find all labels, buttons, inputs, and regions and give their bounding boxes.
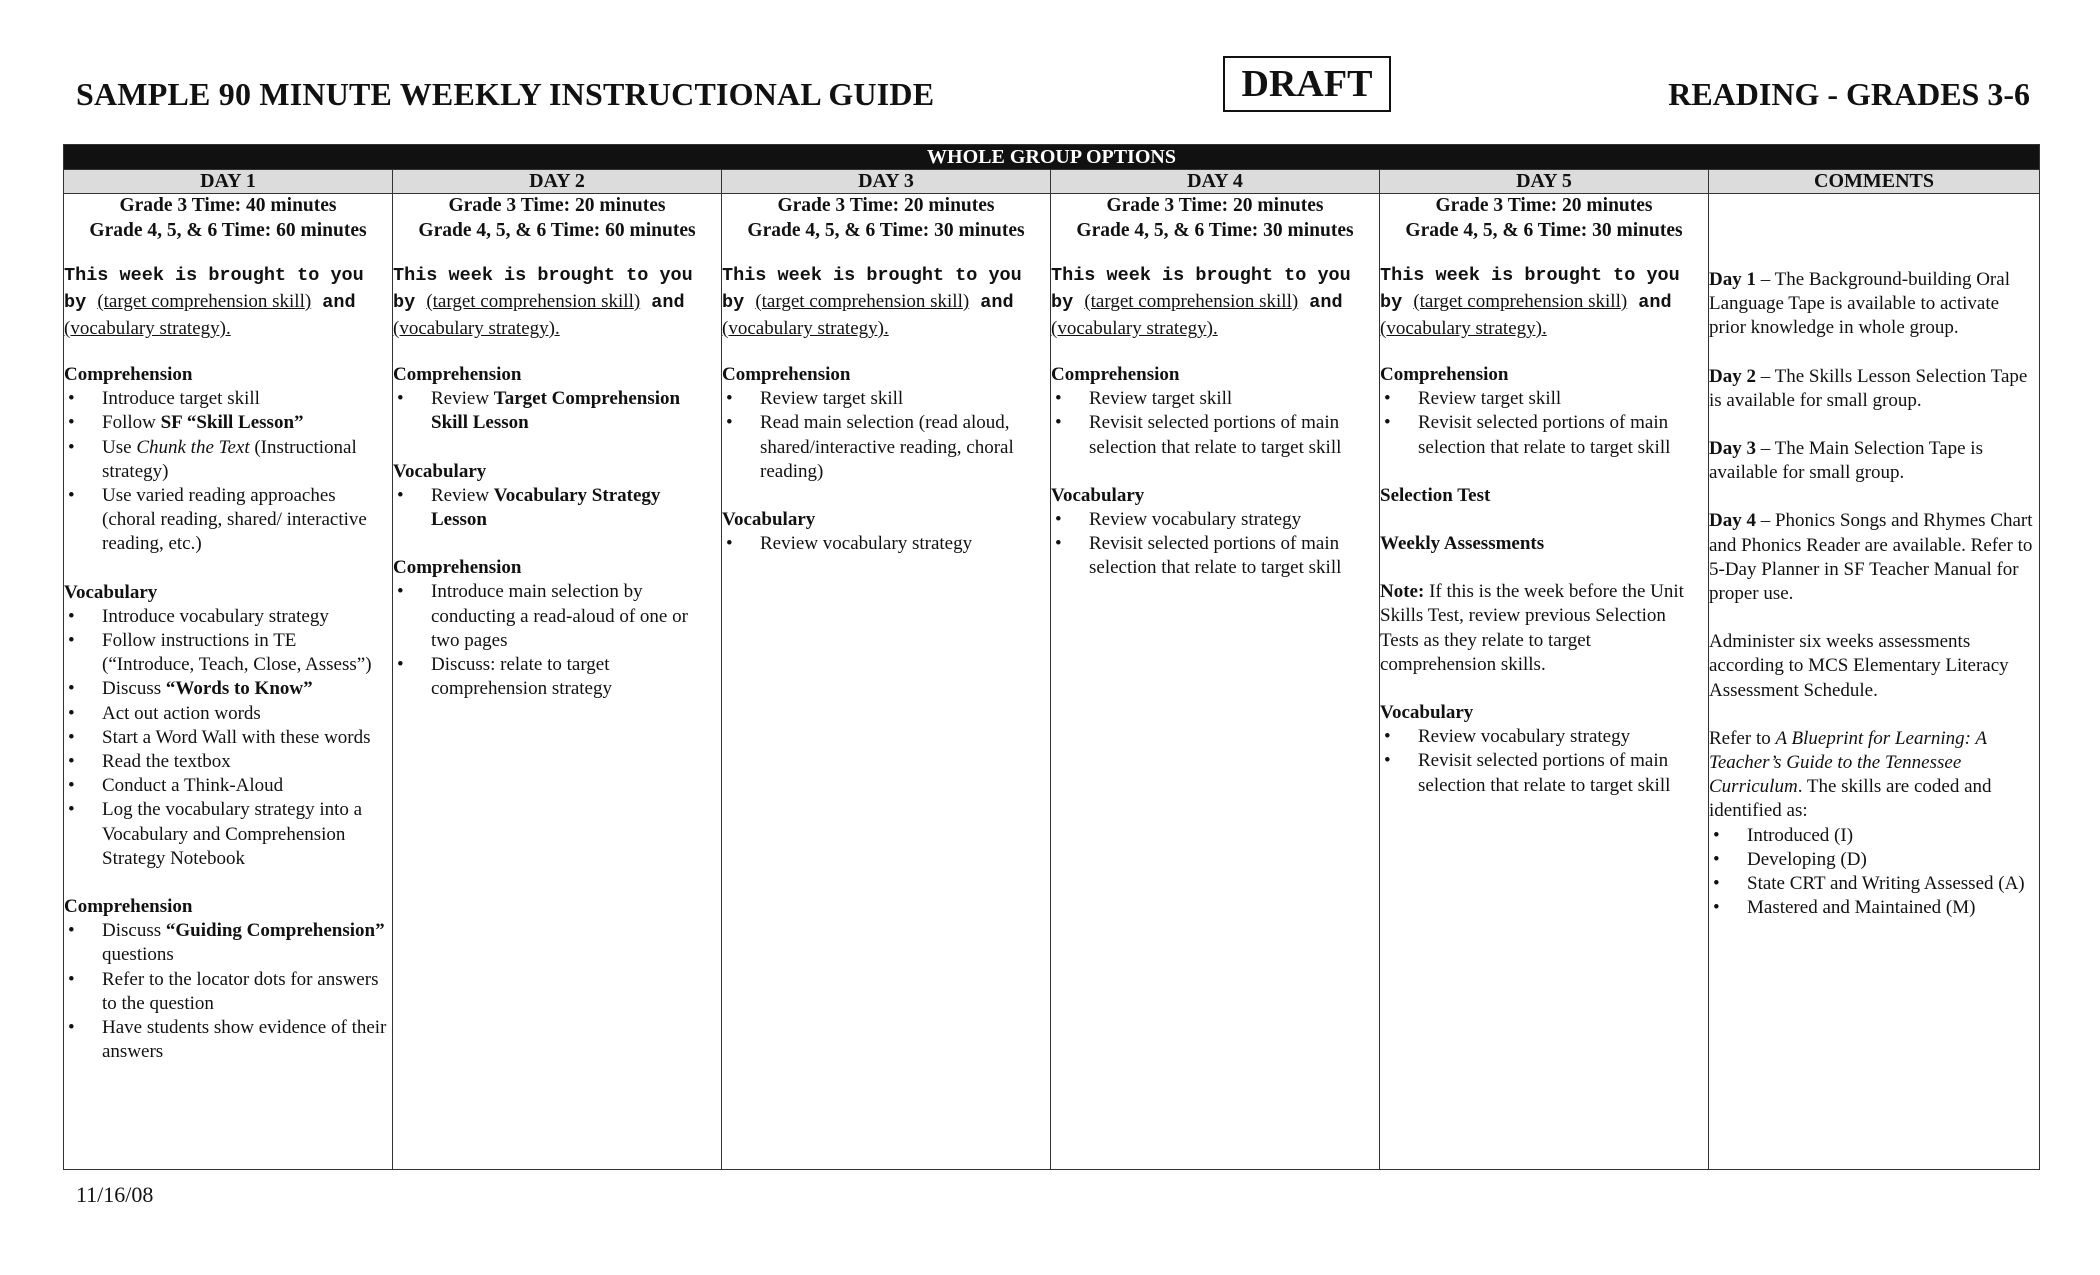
list-item: • Revisit selected portions of main selection that relate to target skill [1089, 532, 1379, 580]
list-item: • Revisit selected portions of main selection that relate to target skill [1418, 749, 1708, 797]
comment-administer: Administer six weeks assessments according to MCS Elementary Literacy Assessment Schedule. [1709, 631, 2009, 701]
subject-title: READING - GRADES 3-6 [1668, 76, 2030, 112]
time-allocation: Grade 3 Time: 20 minutes Grade 4, 5, & 6 Time: 30 minutes [1076, 195, 1354, 241]
list-item: • Review vocabulary strategy [1089, 508, 1379, 532]
comment-day-2: Day 2 – The Skills Lesson Selection Tape is available for small group. [1709, 365, 2028, 411]
footer-date: 11/16/08 [76, 1182, 154, 1207]
bullet-list [722, 387, 1050, 484]
list-item: • Start a Word Wall with these words [102, 726, 392, 750]
bullet-list [393, 484, 721, 532]
list-item: • Use Chunk the Text (Instructional strategy) [102, 436, 392, 484]
bullet-list [1051, 508, 1379, 581]
section-title: Comprehension [393, 557, 522, 579]
day-3-cell [722, 194, 1051, 1170]
list-item: • Mastered and Maintained (M) [1747, 896, 2039, 920]
bullet-list [64, 605, 392, 871]
weekly-intro: This week is brought to you by (target comprehension skill) and (vocabulary strategy). [1380, 265, 1680, 339]
day-2-header: DAY 2 [393, 170, 722, 194]
list-item: • Review Target Comprehension Skill Lesson [431, 387, 721, 435]
bullet-list [64, 919, 392, 1064]
list-item: • Use varied reading approaches (choral reading, shared/ interactive reading, etc.) [102, 484, 392, 557]
time-allocation: Grade 3 Time: 40 minutes Grade 4, 5, & 6 Time: 60 minutes [89, 195, 367, 241]
list-item: • Refer to the locator dots for answers to the question [102, 968, 392, 1016]
weekly-intro: This week is brought to you by (target comprehension skill) and (vocabulary strategy). [393, 265, 693, 339]
list-item: • Read the textbox [102, 750, 392, 774]
list-item: • Introduced (I) [1747, 824, 2039, 848]
list-item: • Conduct a Think-Aloud [102, 774, 392, 798]
day-1-header: DAY 1 [64, 170, 393, 194]
section-title: Comprehension [1380, 364, 1509, 385]
list-item: • Review Vocabulary Strategy Lesson [431, 484, 721, 532]
list-item: • Introduce target skill [102, 387, 392, 411]
bullet-list [1051, 387, 1379, 460]
list-item: • Review target skill [1418, 387, 1708, 411]
section-title: Comprehension [722, 364, 851, 385]
time-allocation: Grade 3 Time: 20 minutes Grade 4, 5, & 6 Time: 60 minutes [418, 195, 696, 241]
section-title: Comprehension [64, 896, 193, 918]
list-item: • Review target skill [760, 387, 1050, 411]
whole-group-header: WHOLE GROUP OPTIONS [64, 145, 2040, 170]
list-item: • Review vocabulary strategy [1418, 725, 1708, 749]
weekly-intro: This week is brought to you by (target comprehension skill) and (vocabulary strategy). [722, 265, 1022, 339]
comments-header: COMMENTS [1709, 170, 2040, 194]
day-4-cell [1051, 194, 1380, 1170]
section-title: Vocabulary [1380, 702, 1474, 724]
comment-day-4: Day 4 – Phonics Songs and Rhymes Chart and Phonics Reader are available. Refer to 5-Day Planner in SF Teacher Manual for proper use. [1709, 510, 2033, 605]
day-3-header: DAY 3 [722, 170, 1051, 194]
list-item: • Discuss “Guiding Comprehension” questions [102, 919, 392, 967]
section-title: Vocabulary [393, 460, 487, 482]
list-item: • Follow SF “Skill Lesson” [102, 411, 392, 435]
list-item: • Discuss “Words to Know” [102, 677, 392, 701]
time-allocation: Grade 3 Time: 20 minutes Grade 4, 5, & 6 Time: 30 minutes [747, 195, 1025, 241]
list-item: • Follow instructions in TE (“Introduce, Teach, Close, Assess”) [102, 629, 392, 677]
day-1-cell [64, 194, 393, 1170]
list-item: • Introduce vocabulary strategy [102, 605, 392, 629]
section-title: Vocabulary [64, 581, 158, 603]
weekly-intro: This week is brought to you by (target comprehension skill) and (vocabulary strategy). [64, 265, 364, 339]
comment-day-1: Day 1 – The Background-building Oral Language Tape is available to activate prior knowledge in whole group. [1709, 269, 2010, 339]
note-text: Note: If this is the week before the Unit Skills Test, review previous Selection Tests as they relate to target comprehension skills. [1380, 581, 1684, 675]
weekly-assessments-label: Weekly Assessments [1380, 533, 1545, 555]
list-item: • Discuss: relate to target comprehension strategy [431, 653, 721, 701]
list-item: • Review target skill [1089, 387, 1379, 411]
instructional-guide-table [63, 144, 2040, 1170]
bullet-list [64, 387, 392, 556]
section-title: Vocabulary [722, 509, 816, 531]
day-5-cell [1380, 194, 1709, 1170]
day-5-header: DAY 5 [1380, 170, 1709, 194]
time-allocation: Grade 3 Time: 20 minutes Grade 4, 5, & 6 Time: 30 minutes [1405, 195, 1683, 241]
selection-test-label: Selection Test [1380, 484, 1491, 506]
bullet-list [1380, 725, 1708, 798]
comment-day-3: Day 3 – The Main Selection Tape is available for small group. [1709, 438, 1983, 484]
bullet-list [393, 580, 721, 701]
comment-refer: Refer to A Blueprint for Learning: A Teacher’s Guide to the Tennessee Curriculum. The skills are coded and identified as: [1709, 727, 1992, 822]
comments-cell [1709, 194, 2040, 1170]
list-item: • Developing (D) [1747, 848, 2039, 872]
list-item: • Log the vocabulary strategy into a Vocabulary and Comprehension Strategy Notebook [102, 798, 392, 871]
list-item: • Introduce main selection by conducting a read-aloud of one or two pages [431, 580, 721, 653]
section-title: Comprehension [1051, 364, 1180, 385]
list-item: • Revisit selected portions of main selection that relate to target skill [1089, 411, 1379, 459]
list-item: • Review vocabulary strategy [760, 532, 1050, 556]
bullet-list [1380, 387, 1708, 460]
day-4-header: DAY 4 [1051, 170, 1380, 194]
list-item: • Act out action words [102, 702, 392, 726]
list-item: • Revisit selected portions of main selection that relate to target skill [1418, 411, 1708, 459]
section-title: Vocabulary [1051, 484, 1145, 506]
day-2-cell [393, 194, 722, 1170]
list-item: • Read main selection (read aloud, shared/interactive reading, choral reading) [760, 411, 1050, 484]
bullet-list [722, 532, 1050, 556]
bullet-list [393, 387, 721, 435]
skill-codes-list [1709, 824, 2039, 921]
weekly-intro: This week is brought to you by (target comprehension skill) and (vocabulary strategy). [1051, 265, 1351, 339]
list-item: • State CRT and Writing Assessed (A) [1747, 872, 2039, 896]
section-title: Comprehension [393, 364, 522, 385]
list-item: • Have students show evidence of their answers [102, 1016, 392, 1064]
document-title: SAMPLE 90 MINUTE WEEKLY INSTRUCTIONAL GUIDE [76, 76, 935, 112]
section-title: Comprehension [64, 364, 193, 385]
draft-stamp: DRAFT [1223, 56, 1391, 112]
